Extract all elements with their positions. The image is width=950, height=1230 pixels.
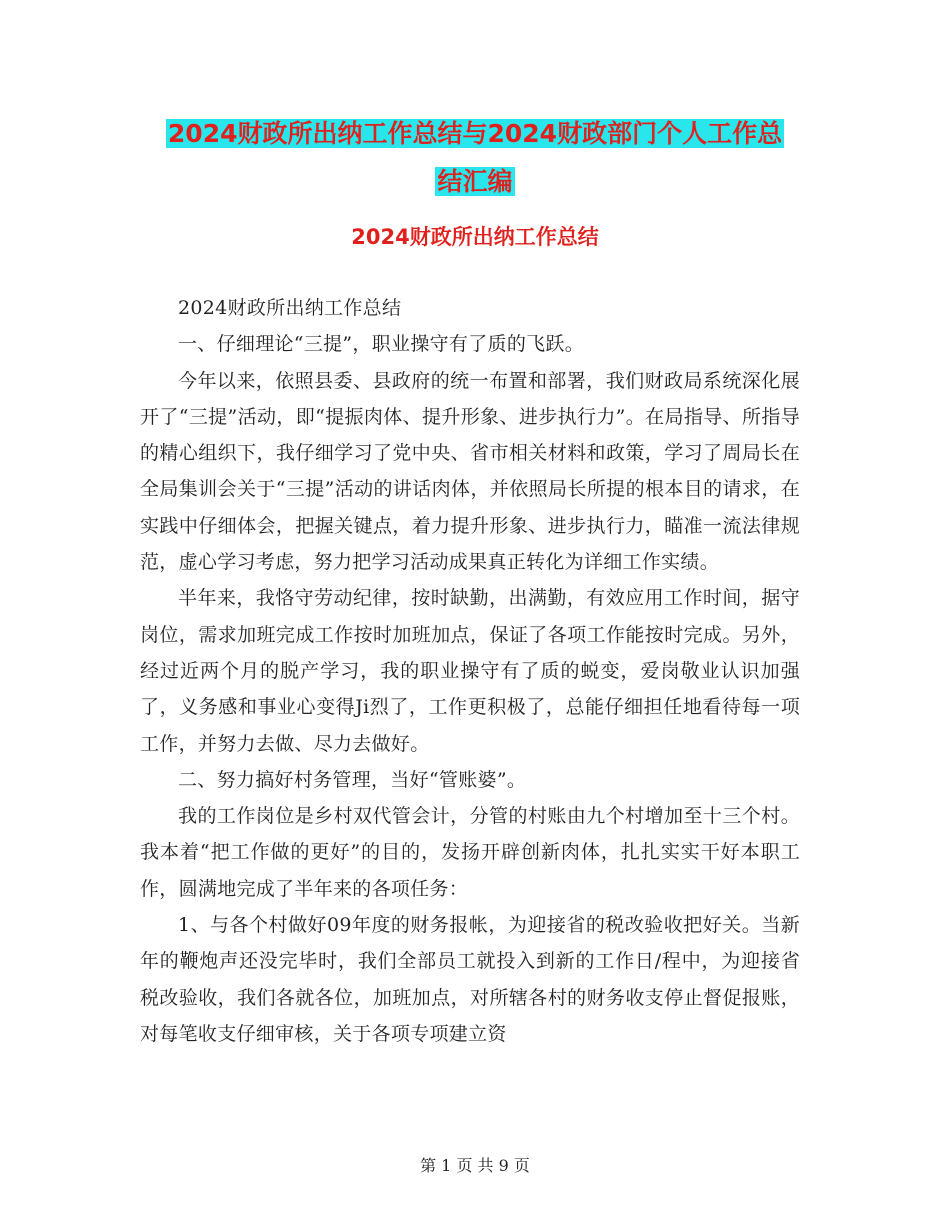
paragraph: 我的工作岗位是乡村双代管会计，分管的村账由九个村增加至十三个村。我本着“把工作做的更好”的目的，发扬开辟创新肉体，扎扎实实干好本职工作，圆满地完成了半年来的各项任务： bbox=[140, 805, 800, 900]
paragraph: 1、与各个村做好09年度的财务报帐，为迎接省的税改验收把好关。当新年的鞭炮声还没完毕时，我们全部员工就投入到新的工作日/程中，为迎接省税改验收，我们各就各位，加班加点，对所辖各村的财务收支停止督促报账，对每笔收支仔细审核，关于各项专项建立资 bbox=[140, 914, 800, 1045]
paragraph: 今年以来，依照县委、县政府的统一布置和部署，我们财政局系统深化展开了“三提”活动，即“提振肉体、提升形象、进步执行力”。在局指导、所指导的精心组织下，我仔细学习了党中央、省市相关材料和政策，学习了周局长在全局集训会关于“三提”活动的讲话肉体，并依照局长所提的根本目的请求，在实践中仔细体会，把握关键点，着力提升形象、进步执行力，瞄准一流法律规范，虚心学习考虑，努力把学习活动成果真正转化为详细工作实绩。 bbox=[140, 369, 800, 574]
page-number-footer: 第 1 页 共 9 页 bbox=[420, 1156, 530, 1175]
document-body bbox=[140, 290, 800, 1052]
paragraph: 二、努力搞好村务管理，当好“管账婆”。 bbox=[178, 768, 527, 791]
title-line-1: 2024财政所出纳工作总结与2024财政部门个人工作总 bbox=[167, 119, 783, 148]
section-title: 2024财政所出纳工作总结 bbox=[351, 225, 599, 249]
document-title bbox=[0, 110, 950, 206]
paragraph: 一、仔细理论“三提”，职业操守有了质的飞跃。 bbox=[178, 333, 585, 356]
paragraph: 半年来，我恪守劳动纪律，按时缺勤，出满勤，有效应用工作时间，据守岗位，需求加班完成工作按时加班加点，保证了各项工作能按时完成。另外，经过近两个月的脱产学习，我的职业操守有了质的蜕变，爱岗敬业认识加强了，义务感和事业心变得Ji烈了，工作更积极了，总能仔细担任地看待每一项工作，并努力去做、尽力去做好。 bbox=[140, 587, 800, 755]
paragraph: 2024财政所出纳工作总结 bbox=[178, 297, 402, 319]
title-line-2: 结汇编 bbox=[437, 167, 513, 196]
